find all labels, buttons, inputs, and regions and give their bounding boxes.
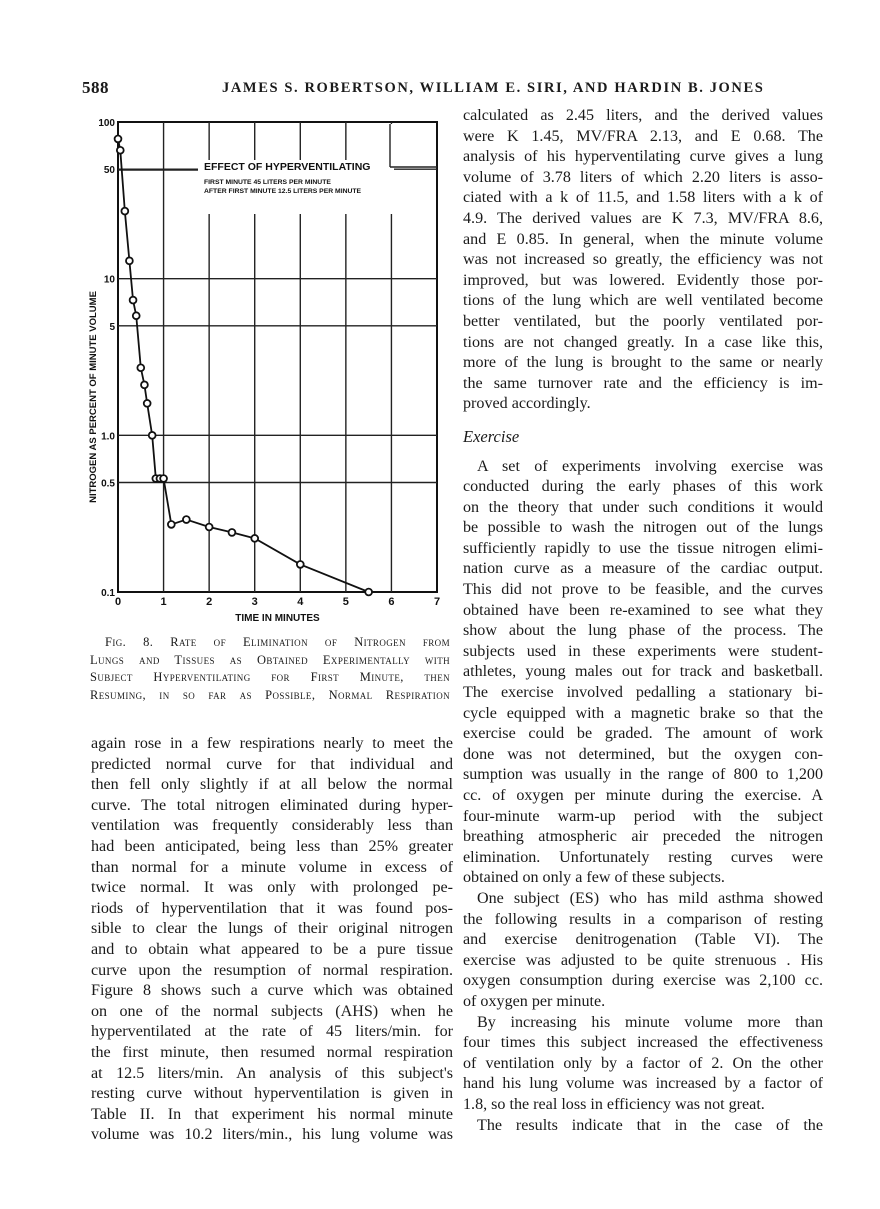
paragraph xyxy=(91,734,453,1146)
data-point-marker xyxy=(183,516,190,523)
text-line: resting curve without hyperventilation is given in xyxy=(91,1085,453,1103)
paragraph xyxy=(463,1116,823,1137)
y-tick-label: 0.5 xyxy=(101,478,115,490)
text-line: more of the lung is brought to the same or nearly xyxy=(463,354,823,372)
text-line: 4.9. The derived values are K 7.3, MV/FRA 8.6, xyxy=(463,209,823,227)
x-tick-label: 3 xyxy=(251,596,258,608)
text-line: sible to clear the lungs of their original nitrogen xyxy=(91,920,453,938)
data-point-marker xyxy=(168,521,175,528)
text-line: calculated as 2.45 liters, and the derived values xyxy=(463,107,823,124)
data-point-marker xyxy=(121,208,128,215)
text-line: nation curve as a measure of the cardiac output. xyxy=(463,560,823,578)
x-tick-label: 0 xyxy=(114,596,122,608)
data-point-marker xyxy=(126,257,133,264)
x-tick-label: 2 xyxy=(206,596,213,608)
text-line: four-minute warm-up period with the subject xyxy=(463,807,823,825)
text-line: One subject (ES) who has mild asthma showed xyxy=(477,889,823,907)
chart-subtitle: FIRST MINUTE 45 LITERS PER MINUTE xyxy=(204,179,331,186)
text-line: the same turnover rate and the efficiency is im- xyxy=(463,374,823,392)
text-line: 1.8, so the real loss in efficiency was not great. xyxy=(463,1095,765,1113)
annotation-notch xyxy=(390,124,435,167)
text-line: and E 0.85. In general, when the minute volume xyxy=(463,230,823,248)
running-head: JAMES S. ROBERTSON, WILLIAM E. SIRI, AND HARDIN B. JONES xyxy=(222,80,765,96)
caption-line: Subject Hyperventilating for First Minute, then xyxy=(90,670,450,685)
text-line: then fell only slightly if at all below the normal xyxy=(91,776,453,794)
text-line: four times this subject increased the effectiveness xyxy=(463,1034,823,1052)
text-line: This did not prove to be feasible, and the curves xyxy=(463,581,823,599)
text-line: at 12.5 liters/min. An analysis of this subject's xyxy=(91,1064,453,1082)
data-point-marker xyxy=(141,381,148,388)
text-line: predicted normal curve for that individual and xyxy=(91,755,453,773)
text-line: A set of experiments involving exercise was xyxy=(477,457,823,475)
text-line: had been anticipated, being less than 25% greater xyxy=(91,837,453,855)
text-line: improved, but was lowered. Evidently those por- xyxy=(463,271,823,289)
text-line: athletes, young males out for track and basketball. xyxy=(463,663,823,681)
figure-8-chart xyxy=(80,110,460,630)
text-line: of ventilation only by a factor of 2. On the other xyxy=(463,1054,823,1072)
text-line: exercise could be graded. The amount of work xyxy=(463,725,823,743)
text-line: tions are not changed greatly. In a case like this, xyxy=(463,333,823,351)
figure-caption xyxy=(90,634,450,704)
data-point-marker xyxy=(297,561,304,568)
right-column-text xyxy=(463,106,823,1136)
text-line: breathing atmospheric air preceded the nitrogen xyxy=(463,828,823,846)
text-line: on the theory that under such conditions it would xyxy=(463,498,823,516)
page-number: 588 xyxy=(82,78,109,97)
text-line: The exercise involved pedalling a stationary bi- xyxy=(463,684,823,702)
text-line: cycle equipped with a magnetic brake so that the xyxy=(463,704,823,722)
y-tick-label: 0.1 xyxy=(101,588,115,599)
text-line: sumption was usually in the range of 800 to 1,200 xyxy=(463,766,823,784)
data-point-marker xyxy=(117,147,124,154)
text-line: By increasing his minute volume more than xyxy=(477,1013,823,1031)
text-line: show about the lung phase of the process. The xyxy=(463,622,823,640)
text-line: sufficiently rapidly to use the tissue nitrogen elimi- xyxy=(463,539,823,557)
data-point-marker xyxy=(133,312,140,319)
caption-line: Resuming, in so far as Possible, Normal Respiration xyxy=(90,687,450,702)
data-point-marker xyxy=(115,136,122,143)
paragraph xyxy=(463,106,823,415)
paragraph xyxy=(463,889,823,1013)
text-line: analysis of his hyperventilating curve gives a lung xyxy=(463,148,823,166)
text-line: ventilation was frequently considerably less than xyxy=(91,817,453,835)
text-line: and to obtain what appeared to be a pure tissue xyxy=(91,940,453,958)
text-line: on one of the normal subjects (AHS) when he xyxy=(91,1002,453,1020)
x-axis-label: TIME IN MINUTES xyxy=(235,613,320,624)
x-tick-label: 4 xyxy=(297,596,304,608)
y-tick-label: 1.0 xyxy=(101,431,115,443)
x-tick-label: 7 xyxy=(433,596,441,608)
text-line: hyperventilated at the rate of 45 liters/min. for xyxy=(91,1023,453,1041)
paragraph xyxy=(463,1013,823,1116)
text-line: curve. The total nitrogen eliminated during hyper- xyxy=(91,796,453,814)
text-line: subjects used in these experiments were student- xyxy=(463,642,823,660)
text-line: was not increased so greatly, the efficiency was not xyxy=(463,251,823,269)
data-point-marker xyxy=(251,535,258,542)
text-line: exercise was adjusted to be quite strenuous . His xyxy=(463,951,823,969)
chart-title: EFFECT OF HYPERVENTILATING xyxy=(204,161,371,173)
data-point-marker xyxy=(137,364,144,371)
text-line: ciated with a k of 11.5, and 1.58 liters with a k of xyxy=(463,189,823,207)
paragraph xyxy=(463,457,823,889)
y-axis-label: NITROGEN AS PERCENT OF MINUTE VOLUME xyxy=(88,291,99,503)
data-point-marker xyxy=(229,529,236,536)
data-point-marker xyxy=(144,400,151,407)
data-point-marker xyxy=(149,432,156,439)
left-column-text xyxy=(91,734,453,1146)
section-heading-exercise: Exercise xyxy=(463,426,520,446)
text-line: conducted during the early phases of this work xyxy=(463,478,823,496)
text-line: be possible to wash the nitrogen out of the lungs xyxy=(463,519,823,537)
text-line: volume was 10.2 liters/min., his lung volume was xyxy=(91,1126,453,1144)
text-line: obtained on only a few of these subjects. xyxy=(463,869,725,887)
text-line: elimination. Unfortunately resting curves were xyxy=(463,848,823,866)
text-line: tions of the lung which are well ventilated become xyxy=(463,292,823,310)
text-line: proved accordingly. xyxy=(463,395,591,413)
text-line: were K 1.45, MV/FRA 2.13, and E 0.68. The xyxy=(463,127,823,145)
text-line: Table II. In that experiment his normal minute xyxy=(91,1105,453,1123)
y-tick-label: 5 xyxy=(109,321,115,333)
text-line: the following results in a comparison of resting xyxy=(463,910,823,928)
text-line: hand his lung volume was increased by a factor of xyxy=(463,1075,823,1093)
text-line: obtained have been re-examined to see what they xyxy=(463,601,823,619)
data-point-marker xyxy=(365,589,372,596)
text-line: curve upon the resumption of normal respiration. xyxy=(91,961,453,979)
x-tick-label: 1 xyxy=(160,596,167,608)
text-line: and exercise denitrogenation (Table VI). The xyxy=(463,931,823,949)
text-line: volume of 3.78 liters of which 2.20 liters is asso- xyxy=(463,168,823,186)
text-line: cc. of oxygen per minute during the exercise. A xyxy=(463,787,823,804)
text-line: twice normal. It was only with prolonged pe- xyxy=(91,879,453,897)
text-line: oxygen consumption during exercise was 2,100 cc. xyxy=(463,972,823,990)
data-point-marker xyxy=(206,524,213,531)
text-line: The results indicate that in the case of the xyxy=(477,1116,823,1134)
data-point-marker xyxy=(130,297,137,304)
text-line: Figure 8 shows such a curve which was obtained xyxy=(91,982,453,1000)
text-line: better ventilated, but the poorly ventilated por- xyxy=(463,312,823,330)
text-line: again rose in a few respirations nearly to meet the xyxy=(91,735,453,752)
y-tick-label: 10 xyxy=(103,274,115,286)
data-point-marker xyxy=(160,475,167,482)
text-line: of oxygen per minute. xyxy=(463,992,606,1010)
x-tick-label: 5 xyxy=(342,596,349,608)
caption-line: Lungs and Tissues as Obtained Experimentally with xyxy=(90,652,450,667)
chart-plot xyxy=(80,110,460,630)
y-tick-label: 50 xyxy=(103,165,115,177)
text-line: riods of hyperventilation that it was found pos- xyxy=(91,899,453,917)
text-line: than normal for a minute volume in excess of xyxy=(91,858,453,876)
chart-subtitle: AFTER FIRST MINUTE 12.5 LITERS PER MINUTE xyxy=(204,188,362,195)
text-line: done was not determined, but the oxygen con- xyxy=(463,745,823,763)
y-tick-label: 100 xyxy=(98,118,115,129)
caption-line: Fig. 8. Rate of Elimination of Nitrogen from xyxy=(105,635,450,649)
text-line: the first minute, then resumed normal respiration xyxy=(91,1043,453,1061)
x-tick-label: 6 xyxy=(388,596,395,608)
